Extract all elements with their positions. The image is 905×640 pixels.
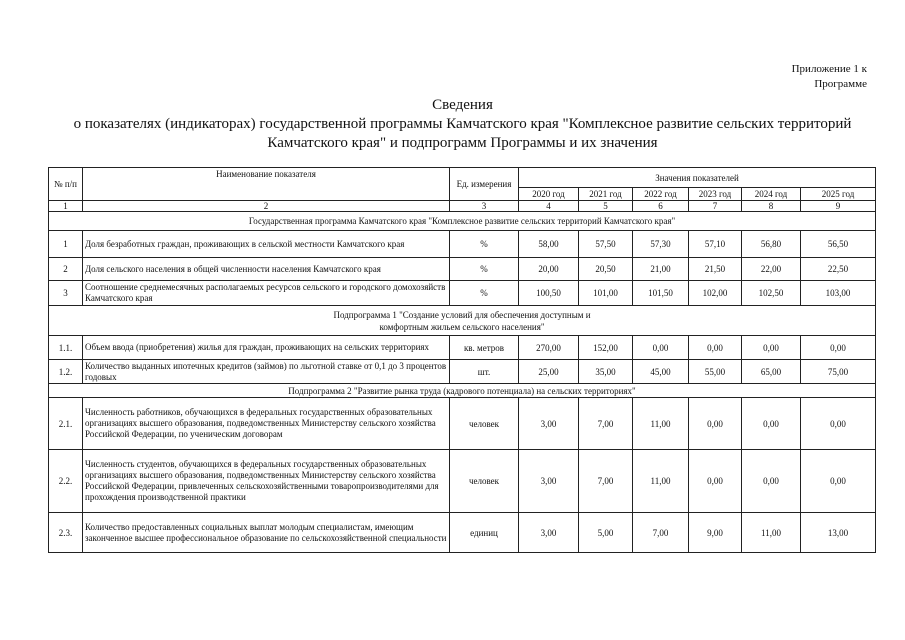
row-unit: % (450, 281, 519, 306)
header-unit: Ед. измерения (450, 168, 519, 201)
section-row (49, 384, 876, 398)
section-title-line-1: Подпрограмма 1 "Создание условий для обеспечения доступным и (333, 309, 591, 320)
section-title-line-2: комфортным жильем сельского населения" (379, 321, 545, 332)
section-row (49, 212, 876, 231)
table-row (49, 281, 876, 306)
row-value: 7,00 (579, 398, 633, 450)
row-value: 7,00 (633, 513, 689, 553)
row-value: 0,00 (689, 336, 742, 360)
column-number: 1 (49, 201, 83, 212)
row-value: 75,00 (801, 360, 876, 384)
table-row (49, 398, 876, 450)
row-value: 0,00 (801, 450, 876, 513)
row-value: 3,00 (519, 513, 579, 553)
row-value: 21,00 (633, 258, 689, 281)
row-value: 9,00 (689, 513, 742, 553)
column-number: 3 (450, 201, 519, 212)
table-row (49, 513, 876, 553)
row-value: 13,00 (801, 513, 876, 553)
row-value: 35,00 (579, 360, 633, 384)
table-row (49, 360, 876, 384)
row-num: 1.1. (49, 336, 83, 360)
row-name: Соотношение среднемесячных располагаемых ресурсов сельского и городского домохозяйств Камчатского края (83, 281, 450, 306)
row-num: 2 (49, 258, 83, 281)
header-name: Наименование показателя (83, 168, 450, 201)
row-value: 0,00 (801, 336, 876, 360)
header-values-group: Значения показателей (519, 168, 876, 188)
row-value: 0,00 (742, 398, 801, 450)
title-line-3: Камчатского края" и подпрограмм Программы и их значения (267, 135, 658, 151)
row-unit: % (450, 231, 519, 258)
table-row (49, 450, 876, 513)
row-value: 11,00 (633, 398, 689, 450)
row-num: 2.1. (49, 398, 83, 450)
column-number: 5 (579, 201, 633, 212)
row-name: Численность работников, обучающихся в федеральных государственных образовательных организациях высшего образования, подведомственных Министерству сельского хозяйства Российской Федерации, по ученическим договорам (83, 398, 450, 450)
row-value: 11,00 (633, 450, 689, 513)
row-value: 56,80 (742, 231, 801, 258)
row-value: 45,00 (633, 360, 689, 384)
column-number: 2 (83, 201, 450, 212)
row-unit: человек (450, 450, 519, 513)
row-name: Количество предоставленных социальных выплат молодым специалистам, имеющим законченное высшее профессиональное образование по сельскохозяйственной специальности (83, 513, 450, 553)
row-num: 2.2. (49, 450, 83, 513)
header-row-1 (49, 168, 876, 188)
row-value: 102,50 (742, 281, 801, 306)
section-title: Подпрограмма 2 "Развитие рынка труда (кадрового потенциала) на сельских территориях" (49, 384, 876, 398)
row-value: 22,50 (801, 258, 876, 281)
column-numbers-row (49, 201, 876, 212)
header-year: 2024 год (742, 188, 801, 201)
row-unit: шт. (450, 360, 519, 384)
row-value: 101,50 (633, 281, 689, 306)
row-name: Объем ввода (приобретения) жилья для граждан, проживающих на сельских территориях (83, 336, 450, 360)
row-unit: кв. метров (450, 336, 519, 360)
table-row (49, 258, 876, 281)
row-num: 1 (49, 231, 83, 258)
header-year: 2020 год (519, 188, 579, 201)
row-value: 5,00 (579, 513, 633, 553)
row-value: 101,00 (579, 281, 633, 306)
row-value: 57,50 (579, 231, 633, 258)
header-year: 2022 год (633, 188, 689, 201)
row-value: 0,00 (742, 450, 801, 513)
row-value: 0,00 (742, 336, 801, 360)
header-year: 2023 год (689, 188, 742, 201)
row-value: 0,00 (801, 398, 876, 450)
appendix-line-2: Программе (814, 78, 867, 90)
row-value: 20,50 (579, 258, 633, 281)
row-value: 152,00 (579, 336, 633, 360)
header-num: № п/п (49, 168, 83, 201)
row-unit: % (450, 258, 519, 281)
row-value: 20,00 (519, 258, 579, 281)
section-title: Государственная программа Камчатского края "Комплексное развитие сельских территорий Камчатского края" (49, 212, 876, 231)
row-num: 2.3. (49, 513, 83, 553)
row-value: 11,00 (742, 513, 801, 553)
row-value: 0,00 (689, 450, 742, 513)
row-value: 100,50 (519, 281, 579, 306)
title-line-1: Сведения (432, 97, 493, 113)
column-number: 9 (801, 201, 876, 212)
row-name: Доля безработных граждан, проживающих в сельской местности Камчатского края (83, 231, 450, 258)
row-num: 3 (49, 281, 83, 306)
row-value: 21,50 (689, 258, 742, 281)
row-name: Доля сельского населения в общей численности населения Камчатского края (83, 258, 450, 281)
row-unit: единиц (450, 513, 519, 553)
row-value: 56,50 (801, 231, 876, 258)
row-value: 65,00 (742, 360, 801, 384)
document-title (40, 96, 885, 153)
row-value: 3,00 (519, 398, 579, 450)
table-row (49, 231, 876, 258)
row-value: 57,30 (633, 231, 689, 258)
appendix-line-1: Приложение 1 к (791, 63, 867, 75)
appendix-note (792, 62, 867, 92)
row-value: 102,00 (689, 281, 742, 306)
column-number: 6 (633, 201, 689, 212)
table-row (49, 336, 876, 360)
row-value: 3,00 (519, 450, 579, 513)
row-value: 0,00 (689, 398, 742, 450)
row-value: 55,00 (689, 360, 742, 384)
section-title (49, 306, 876, 336)
row-name: Численность студентов, обучающихся в федеральных государственных образовательных организациях высшего образования, подведомственных Министерству сельского хозяйства Российской Федерации, привлеченных сельскохозяйственными товаропроизводителями для прохождения производственной практики (83, 450, 450, 513)
row-value: 270,00 (519, 336, 579, 360)
indicators-table (48, 167, 876, 553)
row-unit: человек (450, 398, 519, 450)
section-row (49, 306, 876, 336)
row-value: 22,00 (742, 258, 801, 281)
row-num: 1.2. (49, 360, 83, 384)
column-number: 8 (742, 201, 801, 212)
row-value: 7,00 (579, 450, 633, 513)
column-number: 4 (519, 201, 579, 212)
title-line-2: о показателях (индикаторах) государственной программы Камчатского края "Комплексное развитие сельских территорий (73, 116, 852, 132)
row-name: Количество выданных ипотечных кредитов (займов) по льготной ставке от 0,1 до 3 процентов годовых (83, 360, 450, 384)
row-value: 58,00 (519, 231, 579, 258)
row-value: 57,10 (689, 231, 742, 258)
row-value: 0,00 (633, 336, 689, 360)
row-value: 25,00 (519, 360, 579, 384)
header-year: 2025 год (801, 188, 876, 201)
row-value: 103,00 (801, 281, 876, 306)
column-number: 7 (689, 201, 742, 212)
header-year: 2021 год (579, 188, 633, 201)
